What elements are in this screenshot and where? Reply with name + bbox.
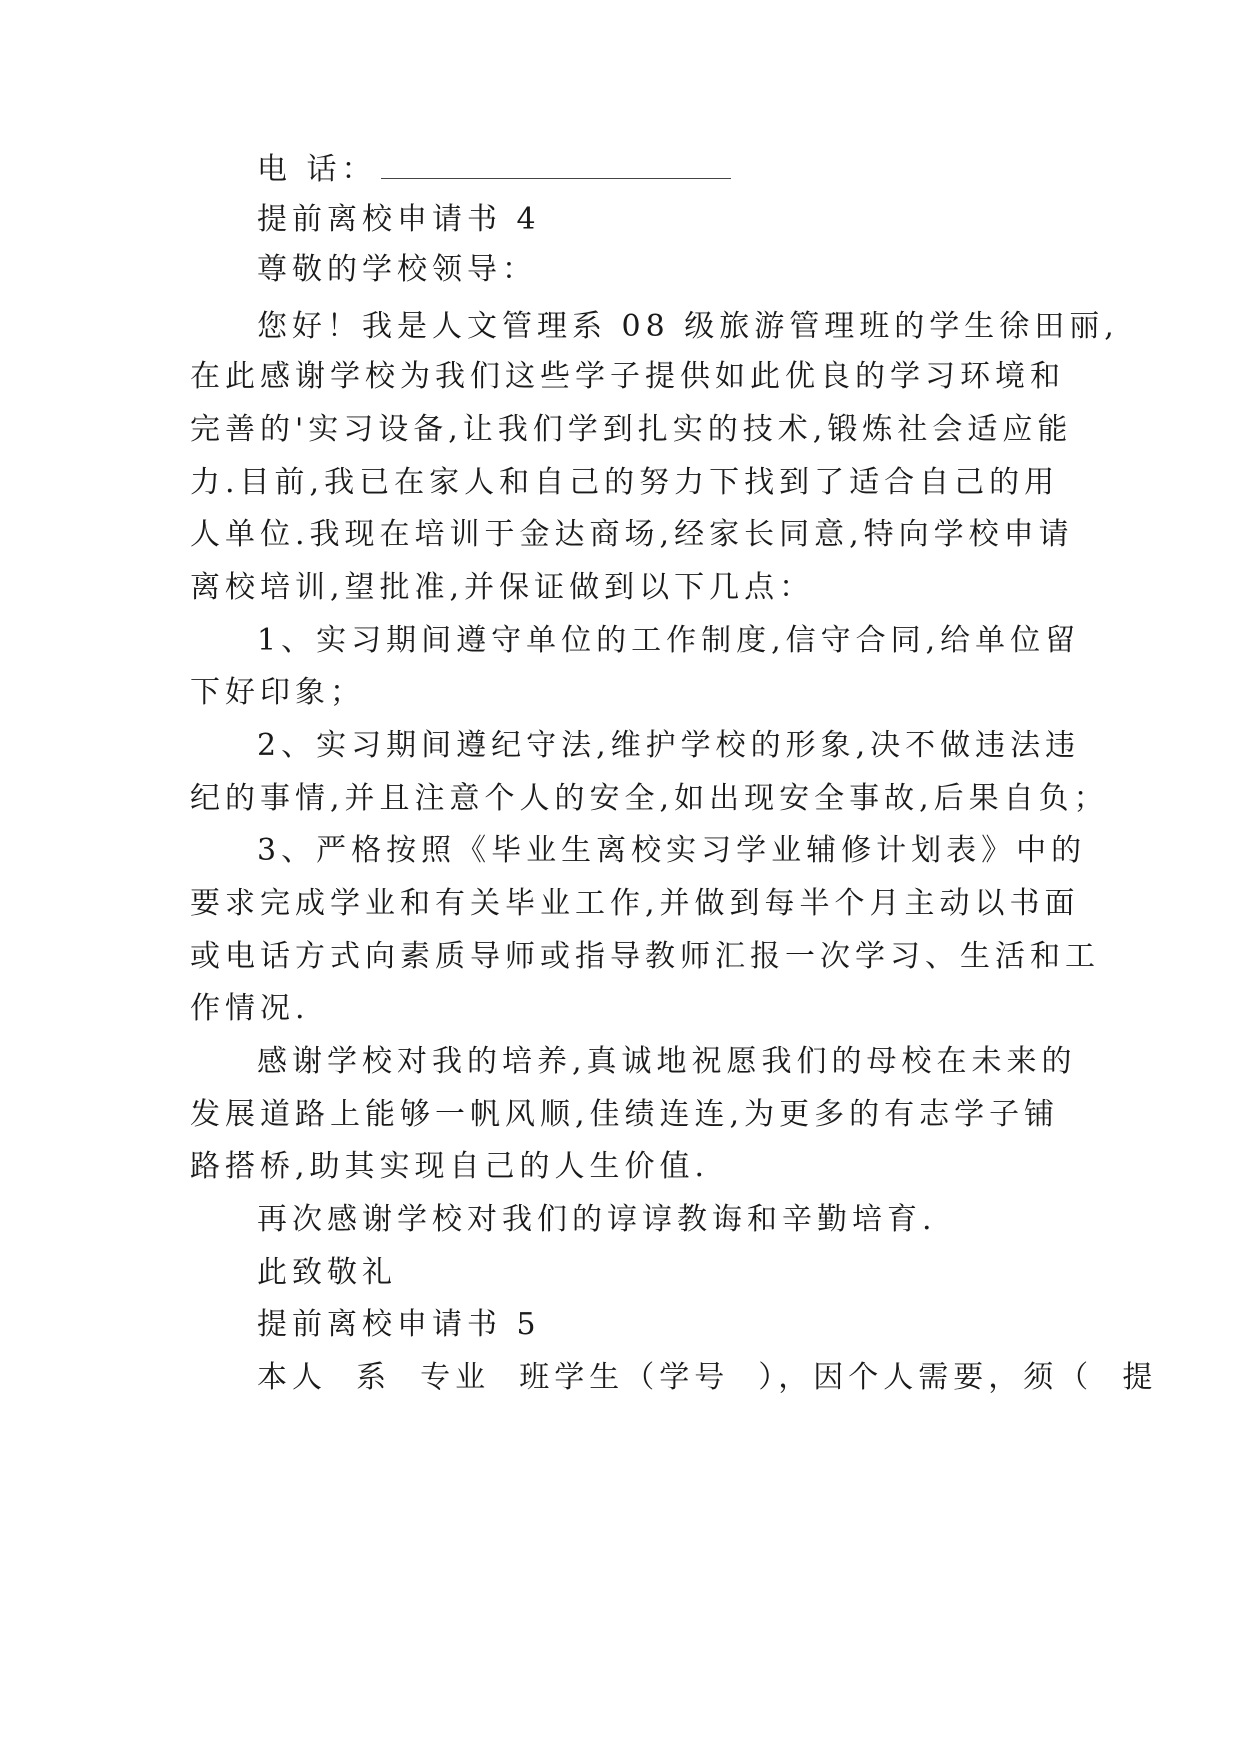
- paragraph-1-line-2: 在此感谢学校为我们这些学子提供如此优良的学习环境和: [190, 359, 1065, 394]
- heading-application-4: 提前离校申请书 4: [257, 202, 541, 237]
- paragraph-1-line-6: 离校培训,望批准,并保证做到以下几点：: [190, 570, 815, 605]
- phone-line: [257, 150, 1057, 190]
- paragraph-1-line-3: 完善的'实习设备,让我们学到扎实的技术,锻炼社会适应能: [190, 412, 1073, 447]
- item-3-line-2: 要求完成学业和有关毕业工作,并做到每半个月主动以书面: [190, 886, 1080, 921]
- thanks-paragraph-line-3: 路搭桥,助其实现自己的人生价值.: [190, 1149, 710, 1184]
- item-2-line-2: 纪的事情,并且注意个人的安全,如出现安全事故,后果自负；: [190, 781, 1109, 816]
- paragraph-1-line-5: 人单位.我现在培训于金达商场,经家长同意,特向学校申请: [190, 517, 1074, 552]
- thanks-again: 再次感谢学校对我们的谆谆教诲和辛勤培育.: [257, 1202, 937, 1237]
- item-1-line-1: 1、实习期间遵守单位的工作制度,信守合同,给单位留: [257, 623, 1081, 658]
- item-2-line-1: 2、实习期间遵纪守法,维护学校的形象,决不做违法违: [257, 728, 1081, 763]
- thanks-paragraph-line-1: 感谢学校对我的培养,真诚地祝愿我们的母校在未来的: [257, 1044, 1077, 1079]
- item-1-line-2: 下好印象；: [190, 675, 365, 710]
- thanks-paragraph-line-2: 发展道路上能够一帆风顺,佳绩连连,为更多的有志学子铺: [190, 1097, 1060, 1132]
- item-3-line-1: 3、严格按照《毕业生离校实习学业辅修计划表》中的: [257, 833, 1087, 868]
- item-3-line-4: 作情况.: [190, 991, 310, 1026]
- heading-application-5: 提前离校申请书 5: [257, 1307, 541, 1342]
- paragraph-1-line-1: 您好！我是人文管理系 08 级旅游管理班的学生徐田丽,: [257, 309, 1119, 344]
- form-line: 本人 系 专业 班学生（学号 ），因个人需要，须（ 提: [257, 1360, 1158, 1395]
- closing: 此致敬礼: [257, 1255, 397, 1290]
- phone-label: 电 话：: [257, 152, 377, 187]
- item-3-line-3: 或电话方式向素质导师或指导教师汇报一次学习、生活和工: [190, 939, 1100, 974]
- paragraph-1-line-4: 力.目前,我已在家人和自己的努力下找到了适合自己的用: [190, 465, 1060, 500]
- salutation: 尊敬的学校领导：: [257, 252, 537, 287]
- phone-blank: [381, 154, 731, 179]
